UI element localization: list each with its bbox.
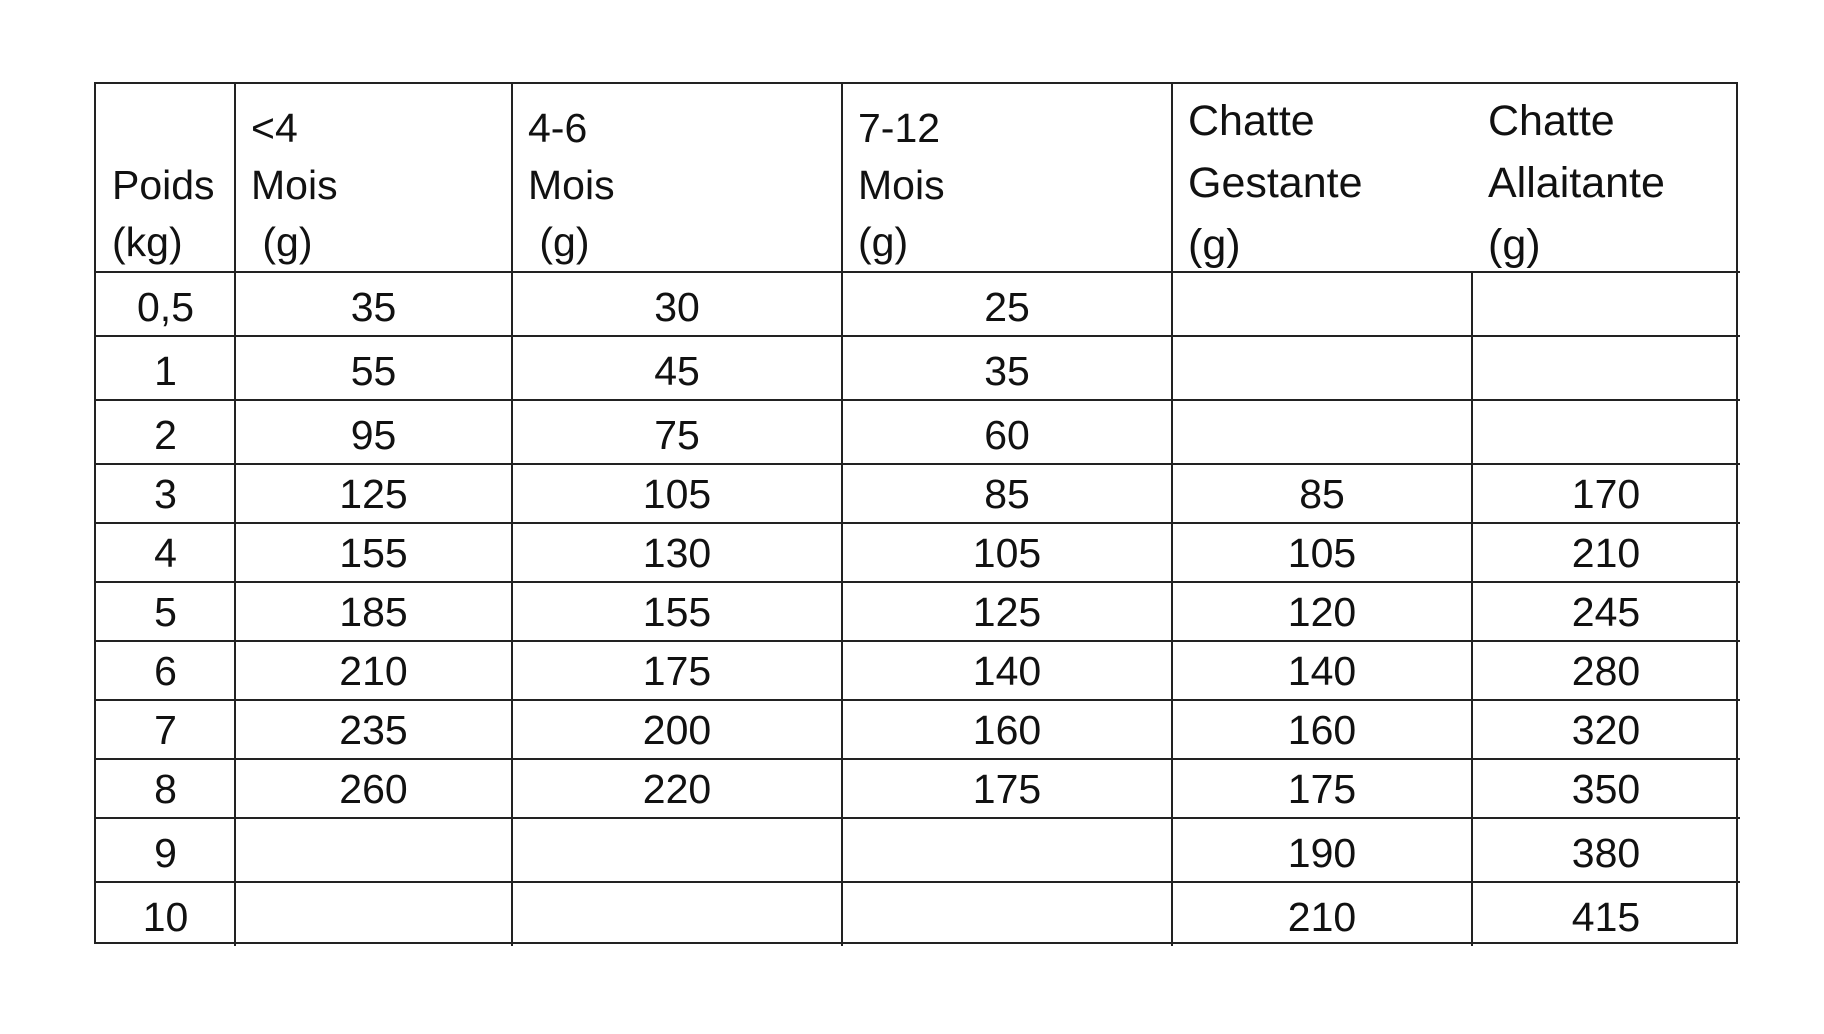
table-cell-r8-c5: 350 xyxy=(1571,766,1641,812)
table-cell-r5-c2: 155 xyxy=(642,589,712,635)
header-cell-3 xyxy=(858,100,1172,271)
table-cell-r1-c3: 35 xyxy=(984,348,1030,394)
table-cell-r0-c4 xyxy=(1172,272,1472,336)
header-line: Gestante xyxy=(1188,159,1363,207)
table-cell-r7-c3: 160 xyxy=(972,707,1042,753)
table-cell-r4-c0: 4 xyxy=(154,530,177,576)
table-cell-r2-c5 xyxy=(1472,400,1740,464)
table-cell-r9-c2 xyxy=(512,818,842,882)
table-cell-r1-c4 xyxy=(1172,336,1472,400)
table-cell-r1-c1: 55 xyxy=(350,348,397,394)
table-cell-r3-c1: 125 xyxy=(339,471,408,517)
header-line: 7-12 xyxy=(858,105,941,151)
header-line: (g) xyxy=(528,219,590,265)
header-line: (kg) xyxy=(112,219,183,265)
table-cell-r10-c0: 10 xyxy=(142,894,189,940)
header-cell-5 xyxy=(1488,90,1740,276)
table-cell-r2-c0: 2 xyxy=(154,412,177,458)
table-cell-r6-c4: 140 xyxy=(1287,648,1357,694)
table-cell-r1-c2: 45 xyxy=(654,348,700,394)
table-cell-r8-c3: 175 xyxy=(972,766,1042,812)
table-cell-r7-c5: 320 xyxy=(1571,707,1641,753)
table-cell-r8-c4: 175 xyxy=(1287,766,1357,812)
table-cell-r3-c2: 105 xyxy=(642,471,712,517)
table-cell-r9-c3 xyxy=(842,818,1172,882)
header-line: (g) xyxy=(858,219,909,265)
table-cell-r3-c5: 170 xyxy=(1571,471,1641,517)
table-cell-r10-c5: 415 xyxy=(1571,894,1641,940)
table-cell-r8-c1: 260 xyxy=(339,766,408,812)
table-cell-r2-c1: 95 xyxy=(350,412,397,458)
table-cell-r8-c0: 8 xyxy=(154,766,177,812)
header-line: Mois xyxy=(858,162,945,208)
header-line: (g) xyxy=(1488,221,1541,269)
table-cell-r7-c4: 160 xyxy=(1287,707,1357,753)
table-cell-r4-c1: 155 xyxy=(339,530,408,576)
table-cell-r0-c1: 35 xyxy=(350,284,397,330)
table-cell-r5-c4: 120 xyxy=(1287,589,1357,635)
table-cell-r5-c3: 125 xyxy=(972,589,1042,635)
table-cell-r6-c2: 175 xyxy=(642,648,712,694)
table-cell-r9-c4: 190 xyxy=(1287,830,1357,876)
table-cell-r0-c0: 0,5 xyxy=(137,284,194,330)
table-cell-r8-c2: 220 xyxy=(642,766,712,812)
table-cell-r10-c1 xyxy=(235,882,512,946)
header-line: 4-6 xyxy=(528,105,588,151)
table-cell-r5-c5: 245 xyxy=(1571,589,1641,635)
table-cell-r4-c4: 105 xyxy=(1287,530,1357,576)
header-cell-2 xyxy=(528,100,842,271)
table-cell-r9-c5: 380 xyxy=(1571,830,1641,876)
table-cell-r3-c3: 85 xyxy=(984,471,1030,517)
table-cell-r4-c2: 130 xyxy=(642,530,712,576)
table-cell-r10-c3 xyxy=(842,882,1172,946)
header-line: Allaitante xyxy=(1488,159,1665,207)
header-line xyxy=(112,100,235,157)
table-cell-r2-c2: 75 xyxy=(654,412,700,458)
header-cell-4 xyxy=(1188,90,1472,276)
table-cell-r3-c0: 3 xyxy=(154,471,177,517)
table-cell-r3-c4: 85 xyxy=(1299,471,1345,517)
table-cell-r0-c2: 30 xyxy=(654,284,700,330)
table-cell-r1-c5 xyxy=(1472,336,1740,400)
header-line: <4 xyxy=(251,105,298,151)
table-cell-r1-c0: 1 xyxy=(154,348,177,394)
header-line: Mois xyxy=(251,162,338,208)
table-cell-r4-c3: 105 xyxy=(972,530,1042,576)
header-cell-0 xyxy=(112,100,235,271)
header-line: Mois xyxy=(528,162,615,208)
header-cell-1 xyxy=(251,100,512,271)
table-cell-r9-c0: 9 xyxy=(154,830,177,876)
header-line: (g) xyxy=(251,219,313,265)
table-cell-r2-c4 xyxy=(1172,400,1472,464)
header-line: Poids xyxy=(112,162,215,208)
table-cell-r6-c0: 6 xyxy=(154,648,177,694)
feeding-table xyxy=(94,82,1738,944)
table-cell-r4-c5: 210 xyxy=(1571,530,1641,576)
table-cell-r0-c3: 25 xyxy=(984,284,1030,330)
table-cell-r6-c3: 140 xyxy=(972,648,1042,694)
table-cell-r7-c2: 200 xyxy=(642,707,712,753)
header-line: Chatte xyxy=(1488,97,1615,145)
header-line: Chatte xyxy=(1188,97,1315,145)
table-cell-r5-c1: 185 xyxy=(339,589,408,635)
table-cell-r7-c1: 235 xyxy=(339,707,408,753)
table-cell-r2-c3: 60 xyxy=(984,412,1030,458)
table-cell-r6-c1: 210 xyxy=(339,648,408,694)
header-line: (g) xyxy=(1188,221,1241,269)
table-cell-r10-c2 xyxy=(512,882,842,946)
table-cell-r9-c1 xyxy=(235,818,512,882)
table-cell-r0-c5 xyxy=(1472,272,1740,336)
table-cell-r7-c0: 7 xyxy=(154,707,177,753)
table-cell-r10-c4: 210 xyxy=(1287,894,1357,940)
table-cell-r5-c0: 5 xyxy=(154,589,177,635)
table-cell-r6-c5: 280 xyxy=(1571,648,1641,694)
